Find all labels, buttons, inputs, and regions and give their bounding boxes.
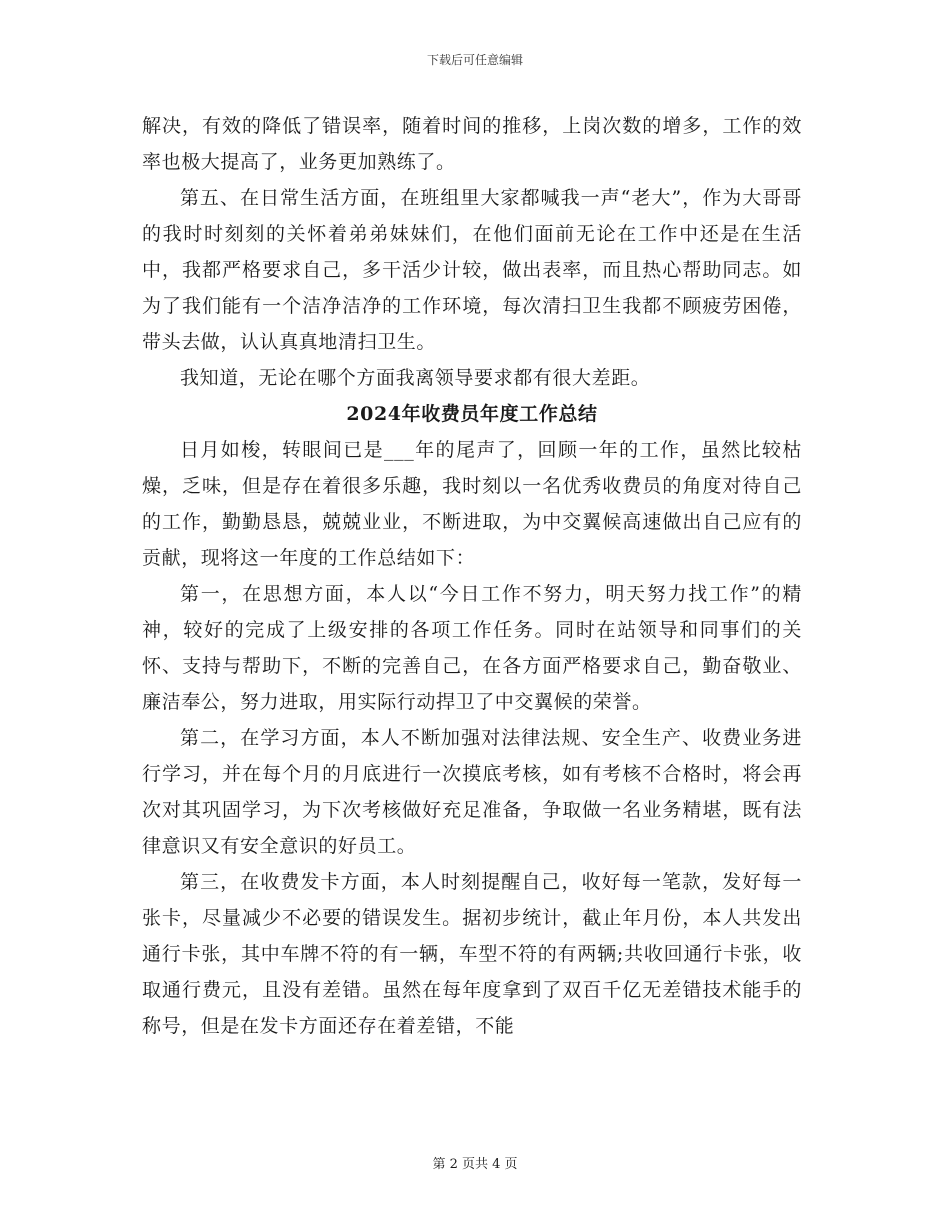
paragraph: 日月如梭，转眼间已是___年的尾声了，回顾一年的工作，虽然比较枯燥，乏味，但是存在着很多乐趣，我时刻以一名优秀收费员的角度对待自己的工作，勤勤恳恳，兢兢业业，不断进取，为中交翼候高速做出自己应有的贡献，现将这一年度的工作总结如下：	[142, 439, 802, 569]
document-title: 2024年收费员年度工作总结	[346, 403, 598, 425]
page-header: 下载后可任意编辑	[426, 53, 523, 67]
paragraph: 我知道，无论在哪个方面我离领导要求都有很大差距。	[180, 367, 651, 389]
paragraph: 第三，在收费发卡方面，本人时刻提醒自己，收好每一笔款，发好每一张卡，尽量减少不必要的错误发生。据初步统计，截止年月份，本人共发出通行卡张，其中车牌不符的有一辆，车型不符的有两辆;共收回通行卡张，收取通行费元，且没有差错。虽然在每年度拿到了双百千亿无差错技术能手的称号，但是在发卡方面还存在着差错，不能	[142, 871, 802, 1037]
paragraph: 第一，在思想方面，本人以“今日工作不努力，明天努力找工作”的精神，较好的完成了上级安排的各项工作任务。同时在站领导和同事们的关怀、支持与帮助下，不断的完善自己，在各方面严格要求自己，勤奋敬业、廉洁奉公，努力进取，用实际行动捍卫了中交翼候的荣誉。	[142, 583, 802, 713]
document-body	[142, 108, 802, 1044]
page-number: 第 2 页共 4 页	[432, 1157, 518, 1172]
paragraph: 第五、在日常生活方面，在班组里大家都喊我一声“老大”，作为大哥哥的我时时刻刻的关怀着弟弟妹妹们，在他们面前无论在工作中还是在生活中，我都严格要求自己，多干活少计较，做出表率，而且热心帮助同志。如为了我们能有一个洁净洁净的工作环境，每次清扫卫生我都不顾疲劳困倦，带头去做，认认真真地清扫卫生。	[142, 187, 802, 353]
paragraph: 解决，有效的降低了错误率，随着时间的推移，上岗次数的增多，工作的效率也极大提高了，业务更加熟练了。	[142, 115, 802, 173]
paragraph: 第二，在学习方面，本人不断加强对法律法规、安全生产、收费业务进行学习，并在每个月的月底进行一次摸底考核，如有考核不合格时，将会再次对其巩固学习，为下次考核做好充足准备，争取做一名业务精堪，既有法律意识又有安全意识的好员工。	[142, 727, 802, 857]
